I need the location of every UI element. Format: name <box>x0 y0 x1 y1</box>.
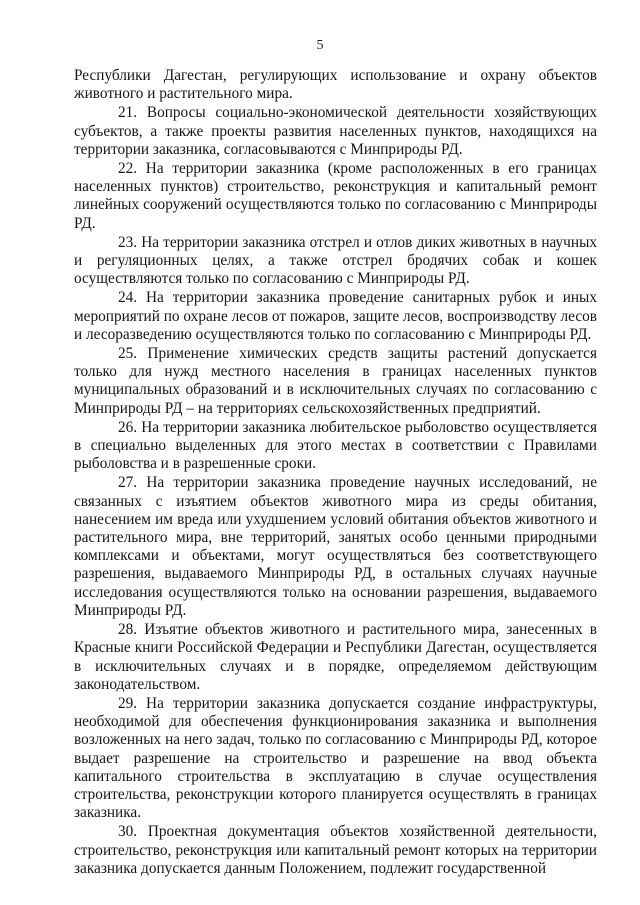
paragraph-continuation: Республики Дагестан, регулирующих использование и охрану объектов животного и растительного мира. <box>74 67 597 103</box>
paragraph-29: 29. На территории заказника допускается создание инфраструктуры, необходимой для обеспечения функционирования заказника и выполнения возложенных на него задач, только по согласованию с Минприроды РД, которое выдает разрешение на строительство и разрешение на ввод объекта капитального строительства в эксплуатацию в случае осуществления строительства, реконструкции которого планируется осуществлять в границах заказника. <box>74 694 597 822</box>
paragraph-30: 30. Проектная документация объектов хозяйственной деятельности, строительство, реконструкция или капитальный ремонт которых на территории заказника допускается данным Положением, подлежит государственной <box>74 823 597 877</box>
paragraph-25: 25. Применение химических средств защиты растений допускается только для нужд местного населения в границах населенных пунктов муниципальных образований и в исключительных случаях по согласованию с Минприроды РД – на территориях сельскохозяйственных предприятий. <box>74 345 597 417</box>
paragraph-22: 22. На территории заказника (кроме расположенных в его границах населенных пунктов) строительство, реконструкция и капитальный ремонт линейных сооружений осуществляются только по согласованию с Минприроды РД. <box>74 160 597 232</box>
document-body <box>74 67 597 878</box>
paragraph-26: 26. На территории заказника любительское рыболовство осуществляется в специально выделенных для этого местах в соответствии с Правилами рыболовства и в разрешенные сроки. <box>74 418 597 473</box>
paragraph-21: 21. Вопросы социально-экономической деятельности хозяйствующих субъектов, а также проекты развития населенных пунктов, находящихся на территории заказника, согласовываются с Минприроды РД. <box>74 104 597 158</box>
paragraph-28: 28. Изъятие объектов животного и растительного мира, занесенных в Красные книги Российской Федерации и Республики Дагестан, осуществляется в исключительных случаях и в порядке, определяемом действующим законодательством. <box>74 621 597 693</box>
page-number: 5 <box>316 38 324 53</box>
paragraph-23: 23. На территории заказника отстрел и отлов диких животных в научных и регуляционных целях, а также отстрел бродячих собак и кошек осуществляются только по согласованию с Минприроды РД. <box>74 233 597 288</box>
paragraph-27: 27. На территории заказника проведение научных исследований, не связанных с изъятием объектов животного мира из среды обитания, нанесением им вреда или ухудшением условий обитания объектов животного и растительного мира, вне территорий, занятых особо ценными природными комплексами и объектами, могут осуществляться без соответствующего разрешения, выдаваемого Минприроды РД, в остальных случаях научные исследования осуществляются только на основании разрешения, выдаваемого Минприроды РД. <box>74 474 597 619</box>
paragraph-24: 24. На территории заказника проведение санитарных рубок и иных мероприятий по охране лесов от пожаров, защите лесов, воспроизводству лесов и лесоразведению осуществляются только по согласованию с Минприроды РД. <box>74 289 597 343</box>
